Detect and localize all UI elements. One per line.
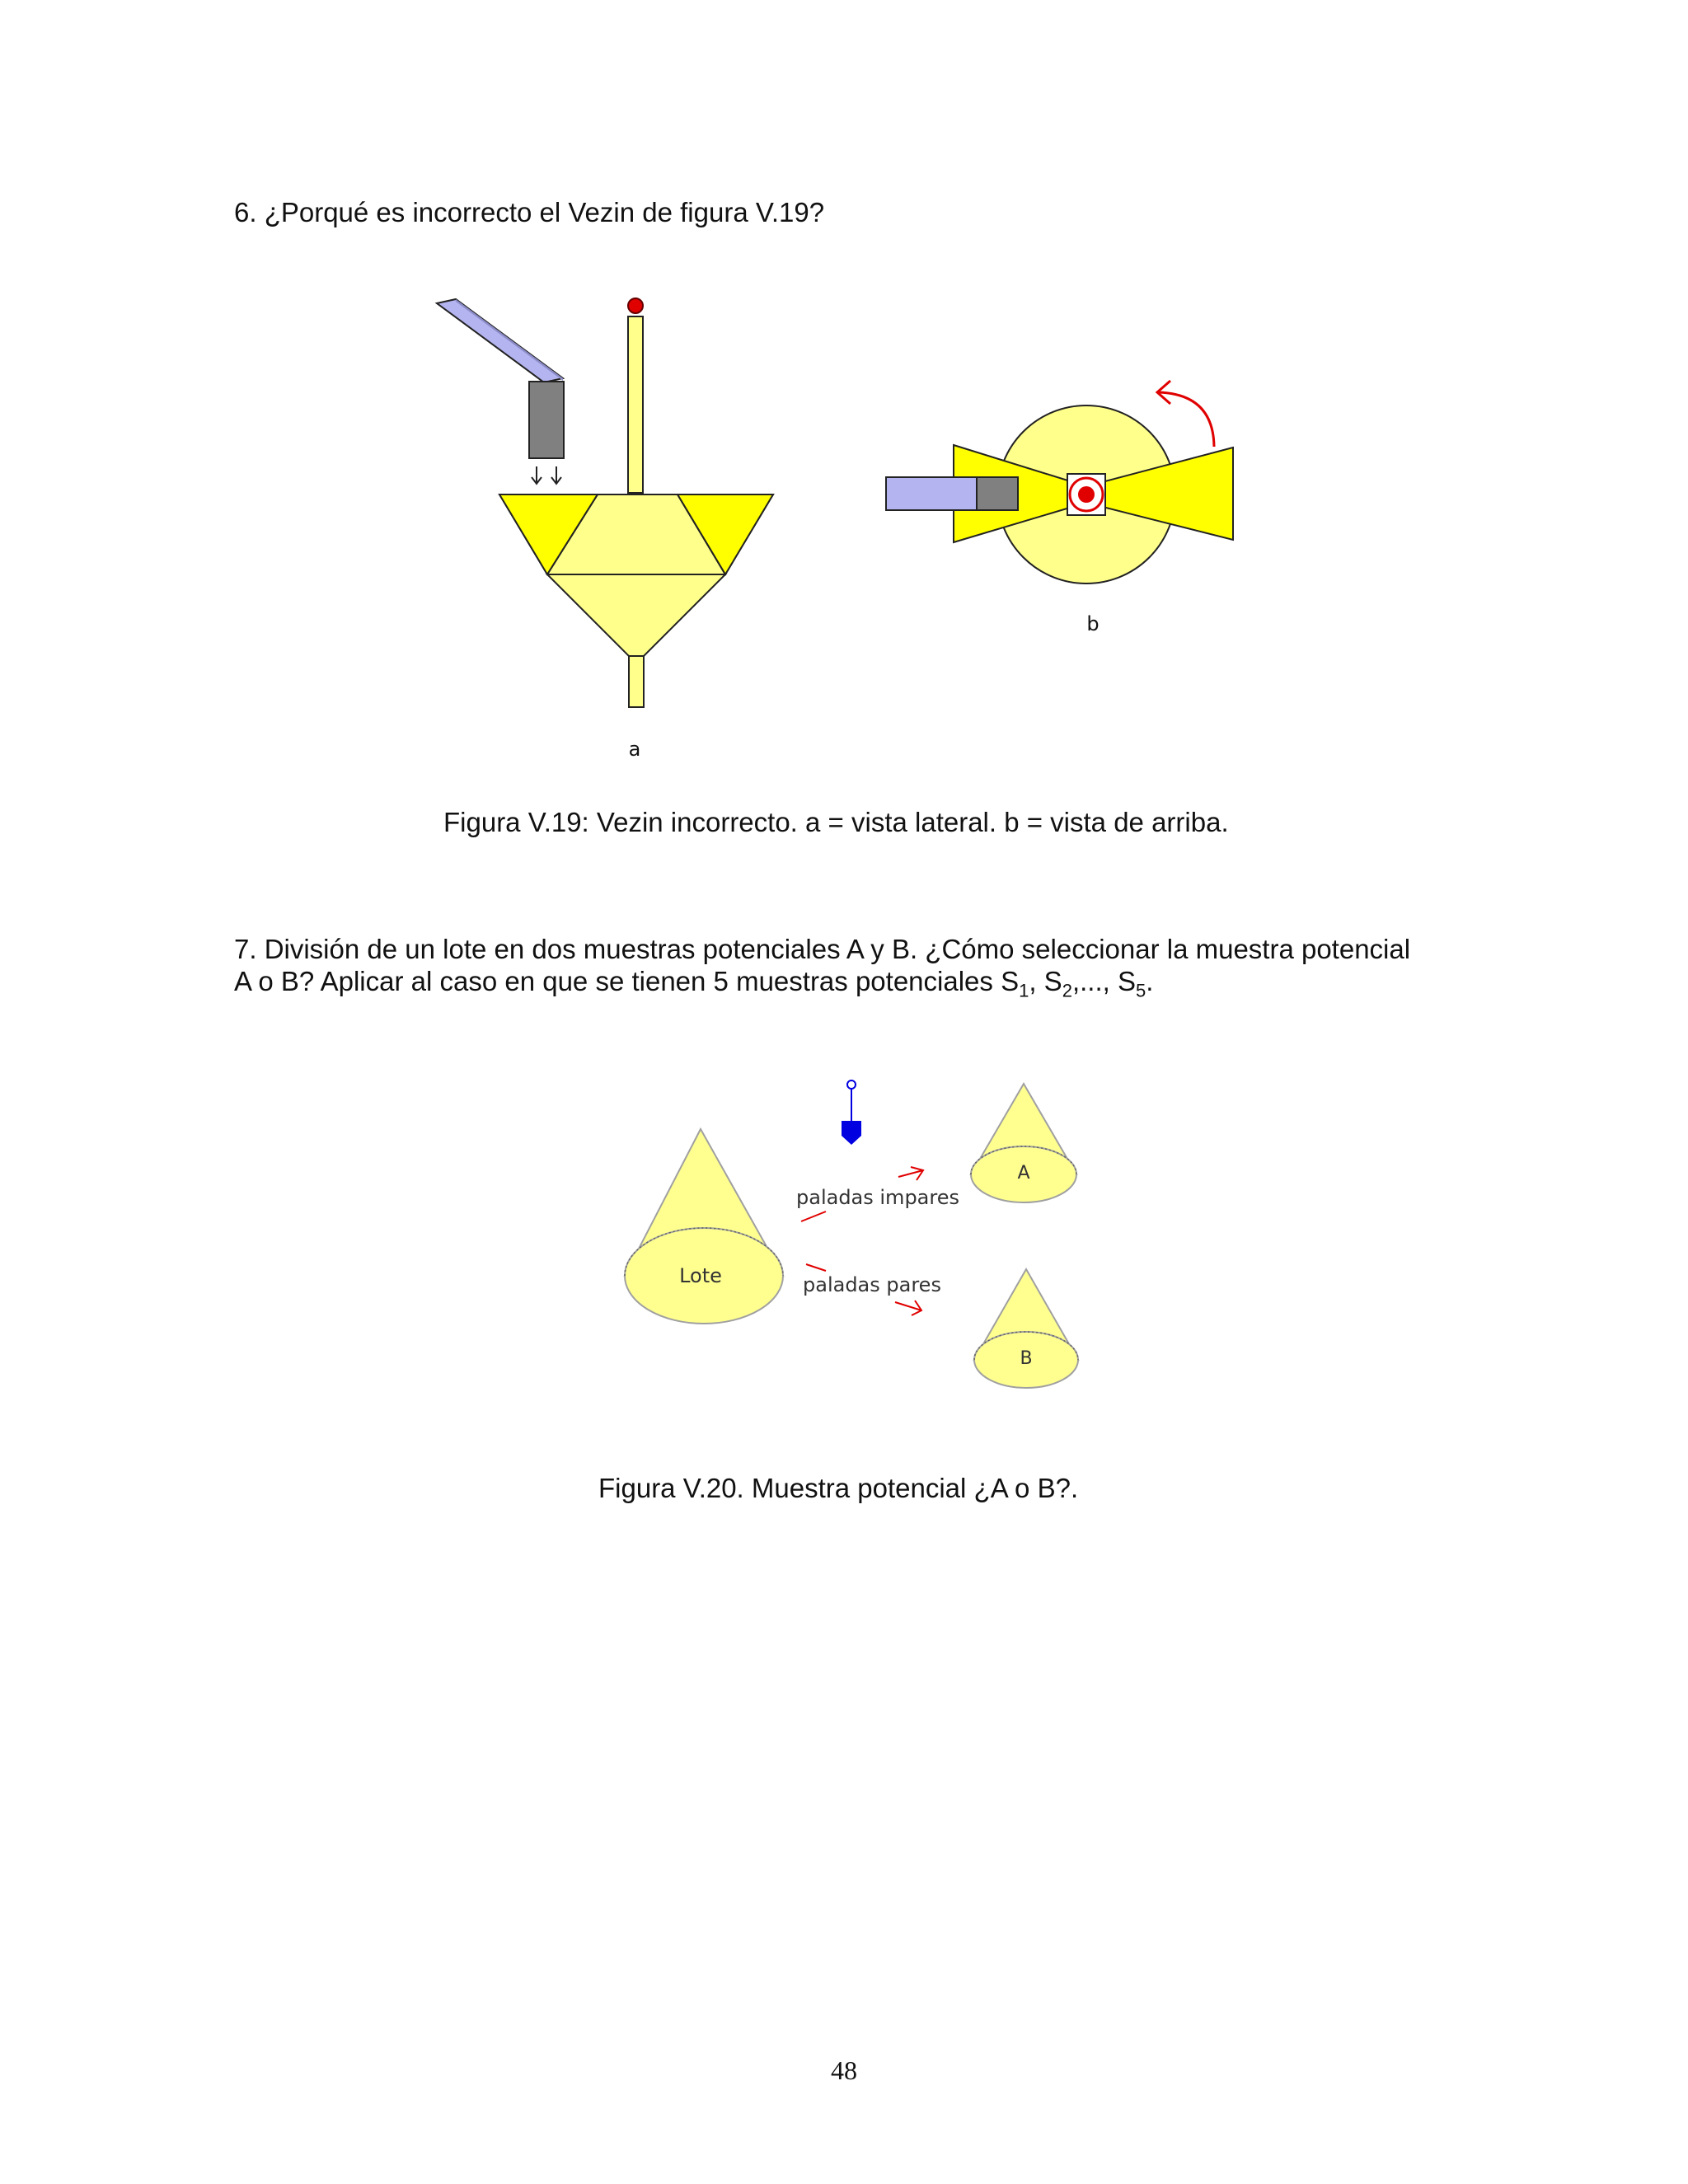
feed-block: [529, 382, 564, 458]
shovel-icon: [842, 1080, 861, 1145]
cone-b-label: B: [1020, 1348, 1033, 1369]
vezin-side-view: [437, 298, 773, 707]
subscript-1: 1: [1019, 980, 1029, 1001]
q7-sep-1: , S: [1029, 966, 1062, 996]
top-feed-chute: [886, 477, 977, 510]
label-a: a: [628, 738, 641, 761]
feed-chute-top: [456, 299, 563, 381]
shaft: [628, 316, 643, 493]
question-7-line-2: [234, 965, 1153, 1008]
lote-label: Lote: [679, 1264, 722, 1287]
subscript-2: 2: [1062, 980, 1072, 1001]
question-6: 6. ¿Porqué es incorrecto el Vezin de figura V.19?: [234, 197, 825, 227]
question-7-line-1: 7. División de un lote en dos muestras potenciales A y B. ¿Cómo seleccionar la muestra potencial: [234, 934, 1411, 964]
hub-center: [1078, 486, 1095, 503]
page-number: 48: [831, 2055, 857, 2085]
cone-a: [971, 1084, 1076, 1202]
paladas-pares-label: paladas pares: [803, 1273, 941, 1296]
cone-a-label: A: [1017, 1163, 1030, 1183]
feed-chute: [437, 299, 563, 382]
subscript-5: 5: [1135, 980, 1146, 1001]
falling-arrows-icon: [532, 466, 561, 484]
cone-b: [974, 1269, 1078, 1388]
paladas-impares-label: paladas impares: [796, 1186, 959, 1209]
vezin-top-view: [886, 381, 1233, 583]
label-b: b: [1086, 612, 1100, 635]
funnel: [547, 574, 725, 656]
figure-v20: [610, 1071, 1088, 1401]
figure-v20-caption: Figura V.20. Muestra potencial ¿A o B?.: [598, 1473, 1079, 1503]
q7-sep-2: ,..., S: [1071, 966, 1136, 996]
lote-cone: [625, 1129, 783, 1324]
q7-end: .: [1146, 966, 1154, 996]
figure-v19-caption: Figura V.19: Vezin incorrecto. a = vista lateral. b = vista de arriba.: [443, 807, 1229, 837]
figure-v19: [412, 288, 1261, 766]
outlet: [629, 656, 644, 707]
q7-text: A o B? Aplicar al caso en que se tienen 5 muestras potenciales S: [234, 966, 1020, 996]
top-feed-block: [977, 477, 1018, 510]
shaft-knob: [628, 298, 643, 313]
